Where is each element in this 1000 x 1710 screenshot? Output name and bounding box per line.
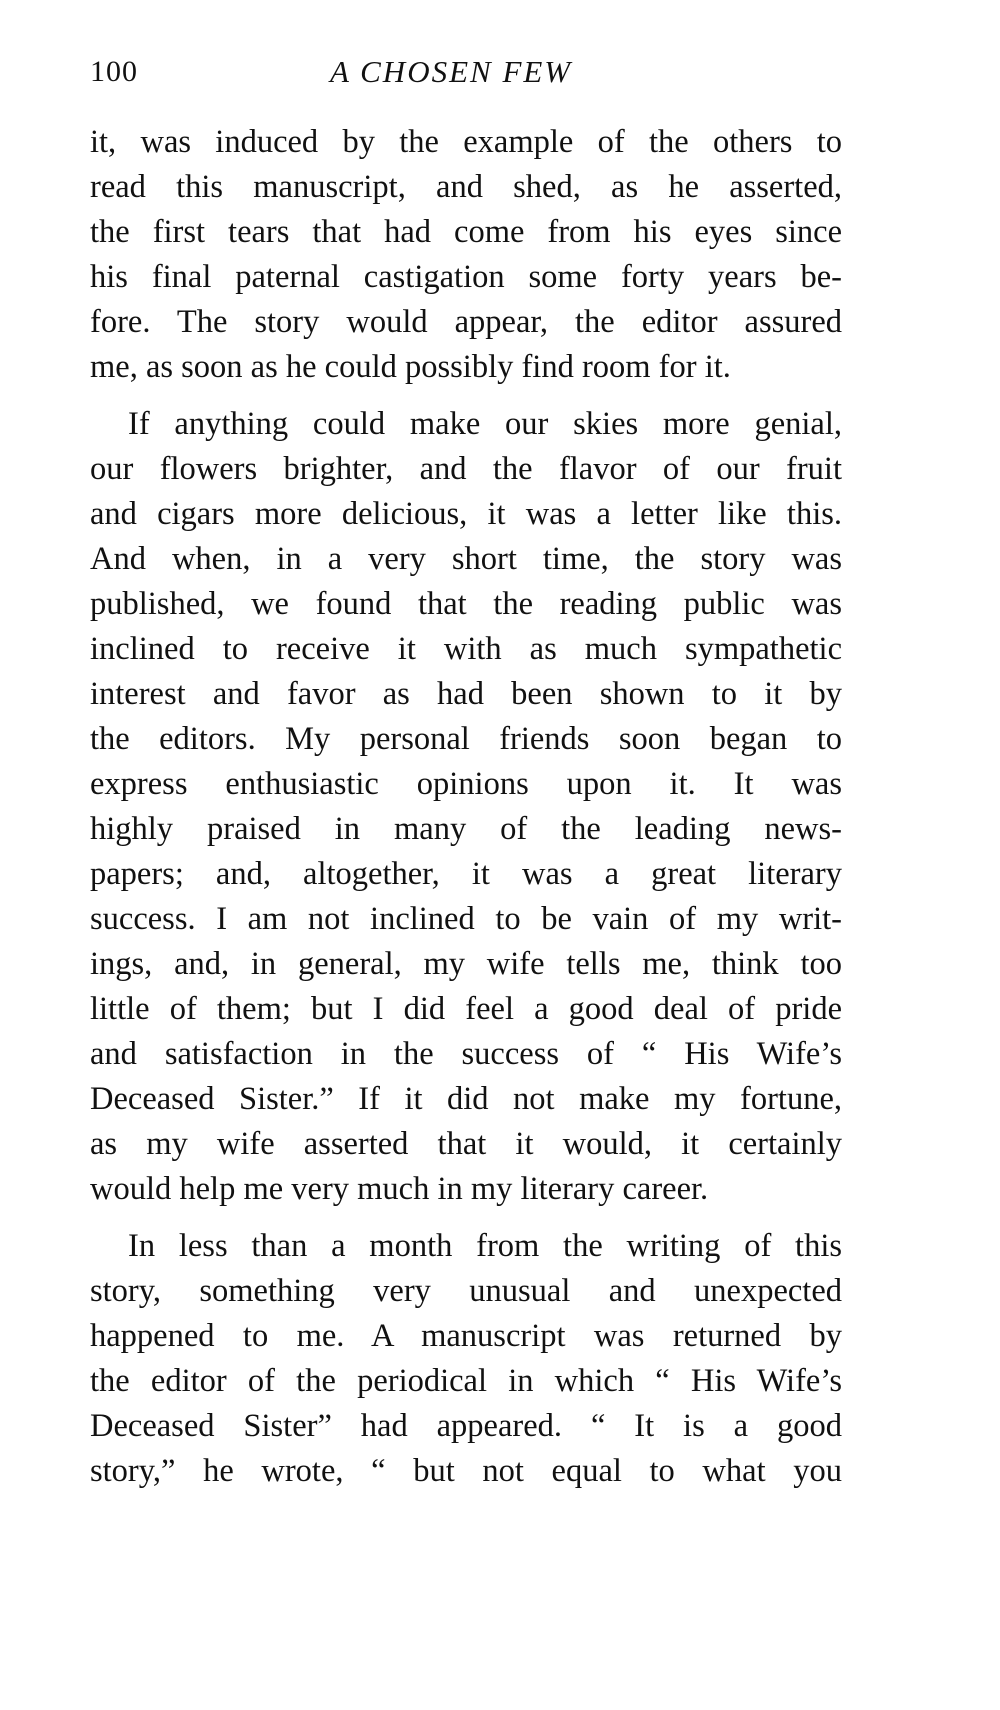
text-line: as my wife asserted that it would, it certainly — [90, 1126, 842, 1162]
text-line: published, we found that the reading public was — [90, 586, 842, 622]
paragraph-gap — [90, 1212, 842, 1224]
text-line: inclined to receive it with as much sympathetic — [90, 631, 842, 667]
text-line: the editors. My personal friends soon began to — [90, 721, 842, 757]
text-line: little of them; but I did feel a good deal of pride — [90, 991, 842, 1027]
text-line: happened to me. A manuscript was returned by — [90, 1318, 842, 1354]
paragraph-1 — [90, 120, 842, 390]
text-line: would help me very much in my literary career. — [90, 1171, 709, 1207]
page-number: 100 — [90, 55, 138, 88]
running-head — [0, 52, 1000, 92]
text-line: story, something very unusual and unexpected — [90, 1273, 842, 1309]
text-line: success. I am not inclined to be vain of my writ- — [90, 901, 842, 937]
text-line: it, was induced by the example of the others to — [90, 124, 842, 160]
text-line: the first tears that had come from his eyes since — [90, 214, 842, 250]
paragraph-3 — [90, 1224, 842, 1494]
text-line: interest and favor as had been shown to it by — [90, 676, 842, 712]
text-line: Deceased Sister” had appeared. “ It is a good — [90, 1408, 842, 1444]
text-line: me, as soon as he could possibly find room for it. — [90, 349, 731, 385]
text-line: our flowers brighter, and the flavor of our fruit — [90, 451, 842, 487]
book-title: A CHOSEN FEW — [330, 54, 573, 89]
text-line: his final paternal castigation some forty years be- — [90, 259, 842, 295]
text-line: If anything could make our skies more genial, — [128, 406, 842, 442]
text-line: fore. The story would appear, the editor assured — [90, 304, 842, 340]
paragraph-gap — [90, 390, 842, 402]
text-line: read this manuscript, and shed, as he asserted, — [90, 169, 842, 205]
text-line: and satisfaction in the success of “ His Wife’s — [90, 1036, 842, 1072]
body-text — [90, 120, 842, 1494]
text-line: express enthusiastic opinions upon it. It was — [90, 766, 842, 802]
text-line: highly praised in many of the leading news- — [90, 811, 842, 847]
text-line: the editor of the periodical in which “ His Wife’s — [90, 1363, 842, 1399]
text-line: In less than a month from the writing of this — [128, 1228, 842, 1264]
text-line: and cigars more delicious, it was a letter like this. — [90, 496, 842, 532]
text-line: ings, and, in general, my wife tells me, think too — [90, 946, 842, 982]
text-line: story,” he wrote, “ but not equal to what you — [90, 1453, 842, 1489]
text-line: Deceased Sister.” If it did not make my fortune, — [90, 1081, 842, 1117]
text-line: papers; and, altogether, it was a great literary — [90, 856, 842, 892]
paragraph-2 — [90, 402, 842, 1212]
text-line: And when, in a very short time, the story was — [90, 541, 842, 577]
